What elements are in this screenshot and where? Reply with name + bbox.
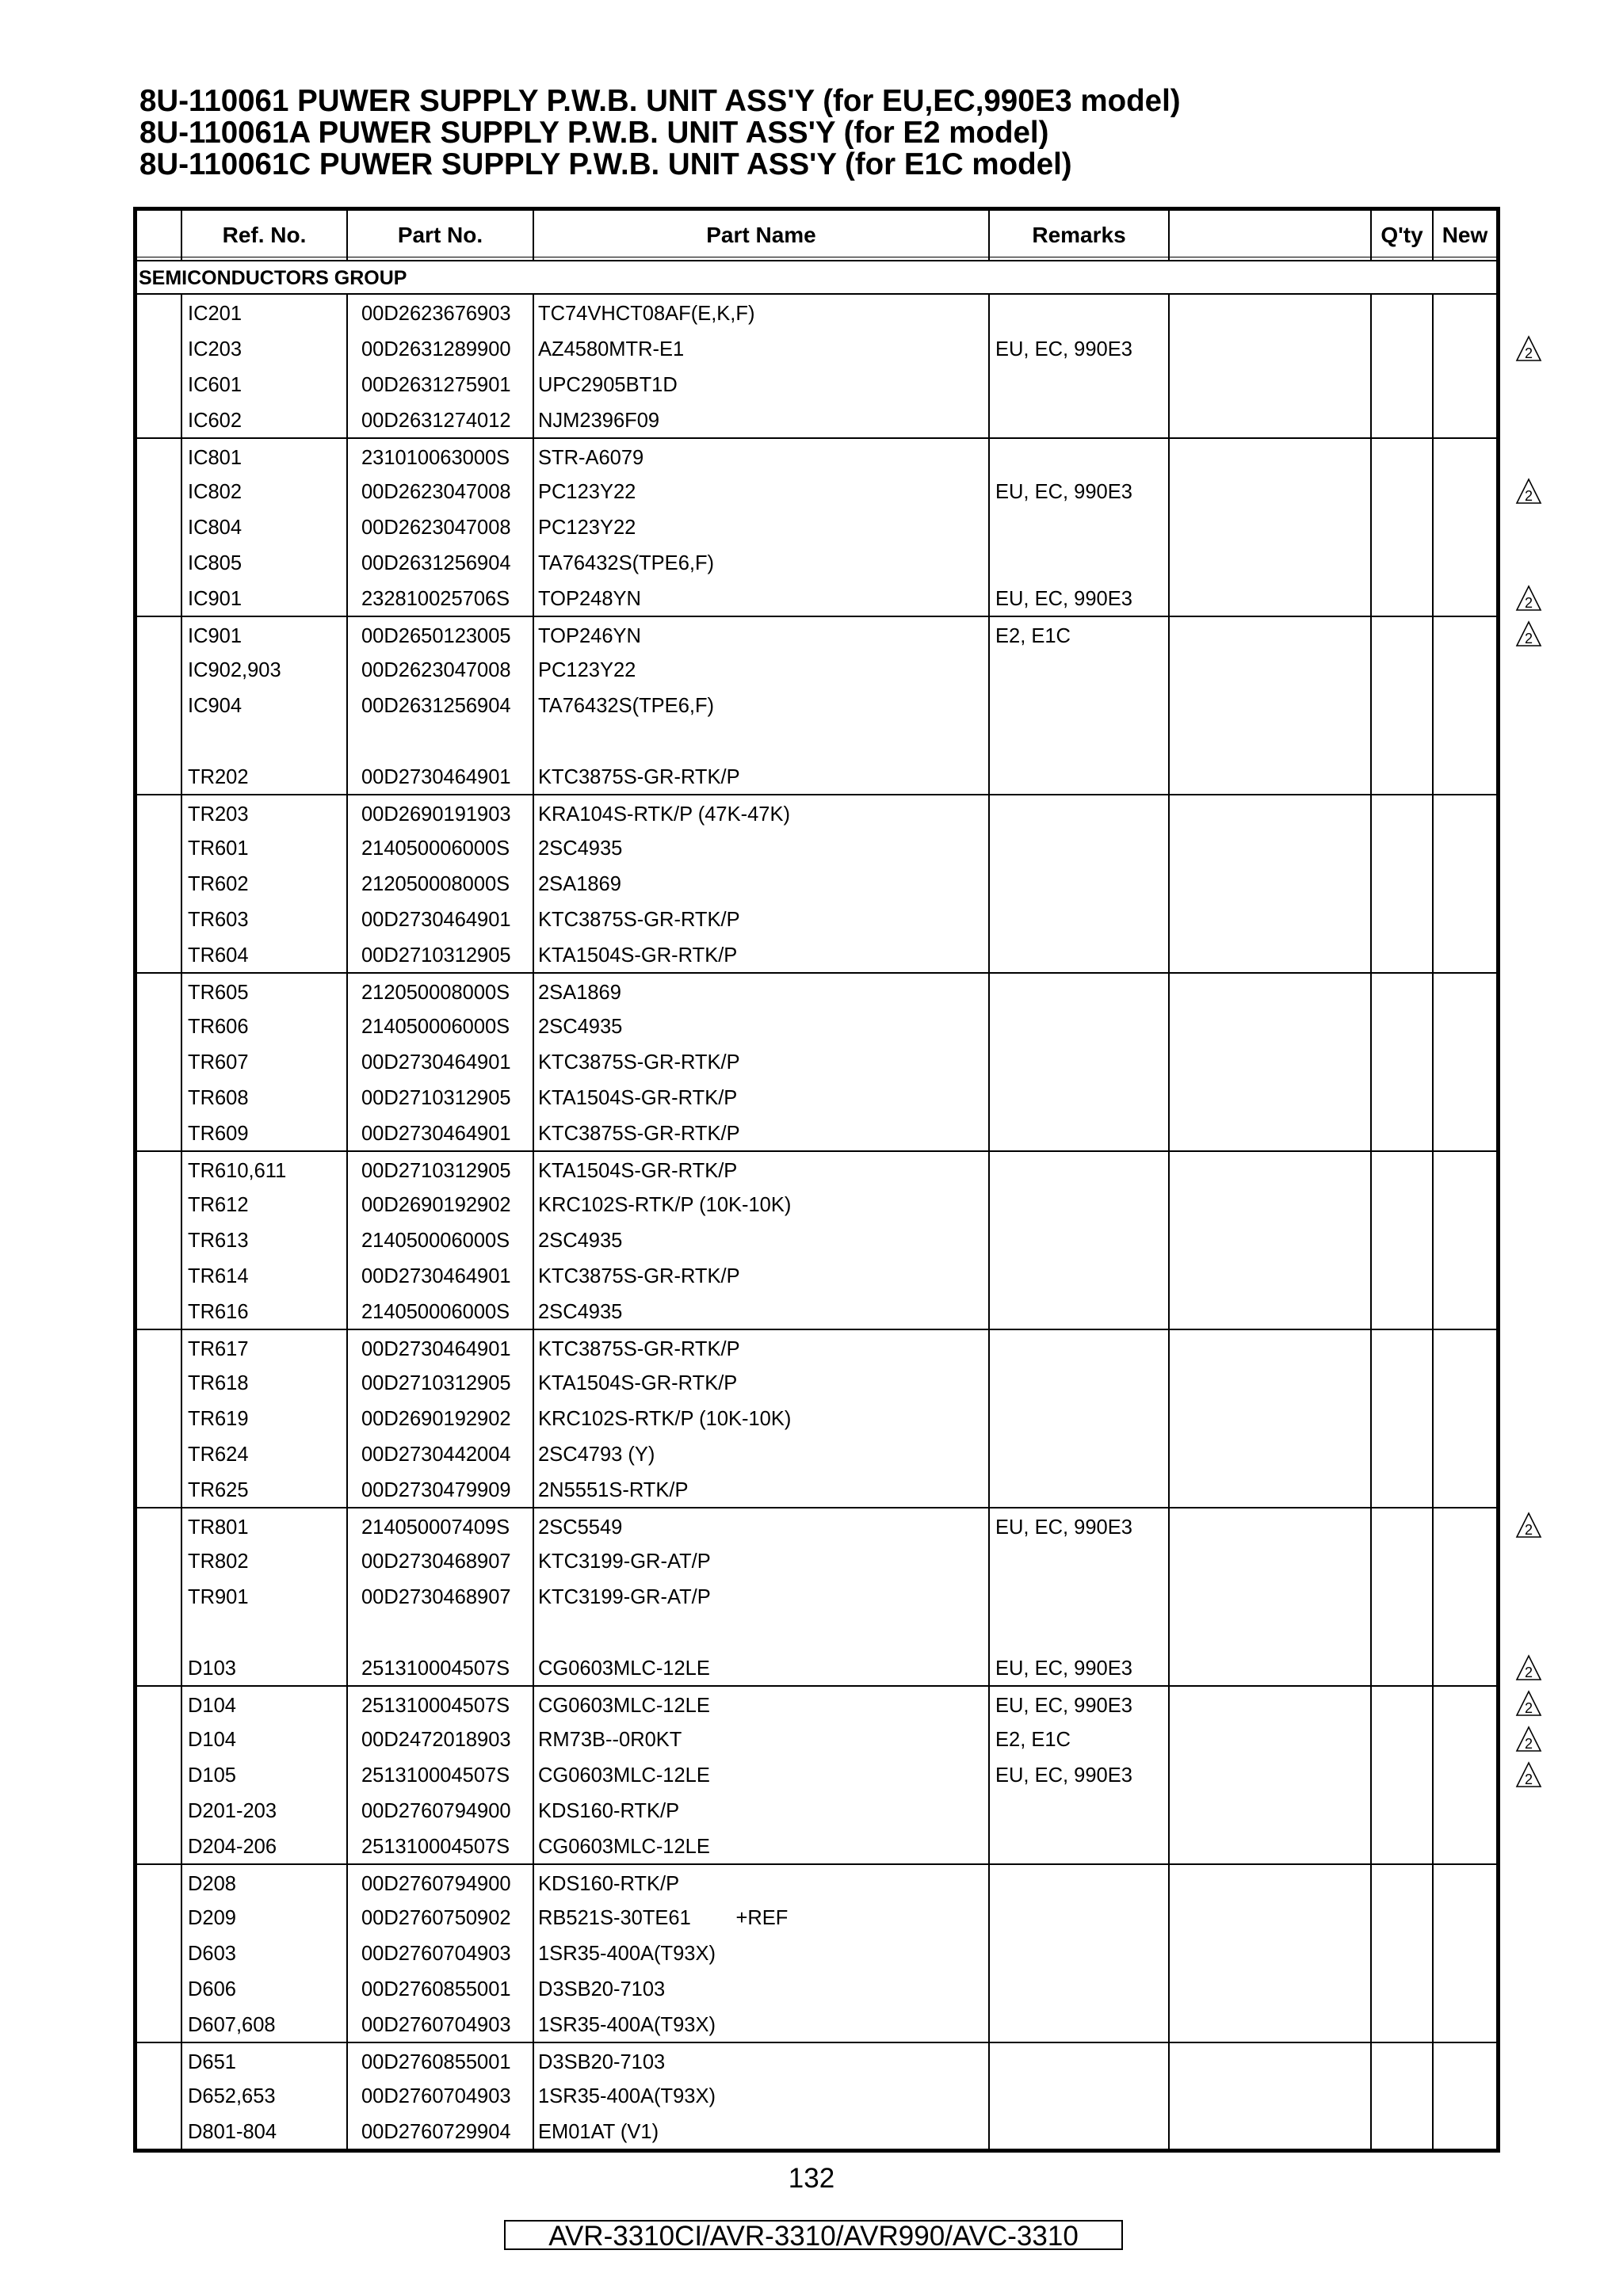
- ref-cell: D652,653: [188, 2085, 276, 2107]
- ref-cell: TR610,611: [188, 1160, 287, 1182]
- revision-triangle-icon: [1515, 478, 1542, 505]
- page-title-3: 8U-110061C PUWER SUPPLY P.W.B. UNIT ASS'Y (for E1C model): [139, 147, 1072, 181]
- part-name-cell: UPC2905BT1D: [538, 374, 678, 396]
- table-row: [137, 901, 1496, 936]
- table-row: [137, 1828, 1496, 1863]
- part-name-cell: KTA1504S-GR-RTK/P: [538, 1372, 738, 1394]
- ref-cell: D607,608: [188, 2014, 276, 2036]
- ref-cell: IC904: [188, 695, 242, 717]
- table-row: [137, 1329, 1496, 1364]
- revision-mark-label: 2: [1524, 488, 1533, 504]
- table-body: [137, 295, 1496, 2149]
- table-row: [137, 1935, 1496, 1970]
- part-no-cell: 00D2631289900: [361, 338, 511, 360]
- table-row: [137, 687, 1496, 723]
- ref-cell: IC601: [188, 374, 242, 396]
- ref-cell: IC802: [188, 481, 242, 503]
- ref-cell: IC201: [188, 303, 242, 325]
- revision-mark-label: 2: [1524, 595, 1533, 611]
- table-row: [137, 1471, 1496, 1507]
- ref-cell: D209: [188, 1907, 236, 1929]
- part-no-cell: 00D2760704903: [361, 2014, 511, 2036]
- part-name-cell: STR-A6079: [538, 447, 644, 469]
- part-no-cell: 00D2730464901: [361, 1265, 511, 1287]
- ref-cell: TR606: [188, 1016, 249, 1038]
- part-no-cell: 00D2760704903: [361, 2085, 511, 2107]
- remarks-cell: EU, EC, 990E3: [995, 1695, 1132, 1717]
- table-row: [137, 2077, 1496, 2113]
- table-row: [137, 794, 1496, 830]
- group-heading: [137, 261, 1496, 295]
- part-no-cell: 00D2760794900: [361, 1873, 511, 1895]
- table-row: [137, 1150, 1496, 1186]
- ref-cell: D603: [188, 1943, 236, 1965]
- table-row: [137, 402, 1496, 437]
- table-row: [137, 1043, 1496, 1079]
- col-part-name: Part Name: [706, 223, 816, 247]
- part-no-cell: 00D2730442004: [361, 1444, 511, 1466]
- table-row: [137, 1614, 1496, 1650]
- part-no-cell: 00D2710312905: [361, 1087, 511, 1109]
- ref-cell: TR607: [188, 1051, 249, 1074]
- table-row: [137, 1863, 1496, 1899]
- revision-triangle-icon: [1515, 335, 1542, 362]
- ref-cell: TR801: [188, 1516, 249, 1539]
- ref-cell: TR203: [188, 803, 249, 826]
- part-name-cell: KRC102S-RTK/P (10K-10K): [538, 1408, 792, 1430]
- part-no-cell: 00D2690192902: [361, 1408, 511, 1430]
- table-row: [137, 1578, 1496, 1614]
- part-name-cell: EM01AT (V1): [538, 2121, 659, 2143]
- part-name-cell: PC123Y22: [538, 481, 636, 503]
- part-name-cell: CG0603MLC-12LE: [538, 1657, 710, 1680]
- part-no-cell: 214050006000S: [361, 1016, 510, 1038]
- ref-cell: D801-804: [188, 2121, 277, 2143]
- table-row: [137, 2042, 1496, 2077]
- ref-cell: IC901: [188, 588, 242, 610]
- part-name-cell: KDS160-RTK/P: [538, 1873, 680, 1895]
- revision-triangle-icon: [1515, 1726, 1542, 1753]
- part-name-cell: RB521S-30TE61 +REF: [538, 1907, 789, 1929]
- part-name-cell: KTC3875S-GR-RTK/P: [538, 909, 740, 931]
- part-name-cell: 2SA1869: [538, 873, 621, 895]
- ref-cell: D103: [188, 1657, 236, 1680]
- table-row: [137, 1436, 1496, 1471]
- table-row: [137, 1792, 1496, 1828]
- col-blank: [1170, 211, 1370, 260]
- group-label: SEMICONDUCTORS GROUP: [139, 267, 407, 289]
- part-name-cell: CG0603MLC-12LE: [538, 1764, 710, 1787]
- part-name-cell: TA76432S(TPE6,F): [538, 695, 715, 717]
- ref-cell: D201-203: [188, 1800, 277, 1822]
- ref-cell: D651: [188, 2051, 236, 2073]
- part-no-cell: 00D2631274012: [361, 410, 511, 432]
- part-name-cell: KTC3875S-GR-RTK/P: [538, 1338, 740, 1360]
- remarks-cell: E2, E1C: [995, 625, 1071, 647]
- part-name-cell: KTC3199-GR-AT/P: [538, 1586, 711, 1608]
- col-ref-no: Ref. No.: [222, 223, 307, 247]
- part-no-cell: 00D2760794900: [361, 1800, 511, 1822]
- ref-cell: TR614: [188, 1265, 249, 1287]
- part-name-cell: KTC3199-GR-AT/P: [538, 1550, 711, 1573]
- part-no-cell: 00D2730468907: [361, 1586, 511, 1608]
- ref-cell: IC804: [188, 517, 242, 539]
- remarks-cell: EU, EC, 990E3: [995, 481, 1132, 503]
- table-row: [137, 1970, 1496, 2006]
- table-row: [137, 1400, 1496, 1436]
- table-row: [137, 1721, 1496, 1756]
- ref-cell: TR608: [188, 1087, 249, 1109]
- revision-triangle-icon: [1515, 1690, 1542, 1717]
- ref-cell: TR609: [188, 1123, 249, 1145]
- table-row: [137, 651, 1496, 687]
- part-name-cell: 2SC5549: [538, 1516, 623, 1539]
- part-no-cell: 231010063000S: [361, 447, 510, 469]
- ref-cell: TR612: [188, 1194, 249, 1216]
- part-no-cell: 00D2730468907: [361, 1550, 511, 1573]
- part-name-cell: TOP248YN: [538, 588, 641, 610]
- page-number: 132: [788, 2163, 835, 2194]
- table-row: [137, 1685, 1496, 1721]
- part-name-cell: KRC102S-RTK/P (10K-10K): [538, 1194, 792, 1216]
- revision-mark-label: 2: [1524, 1772, 1533, 1787]
- part-no-cell: 212050008000S: [361, 873, 510, 895]
- part-name-cell: D3SB20-7103: [538, 1978, 666, 2000]
- part-no-cell: 00D2623676903: [361, 303, 511, 325]
- part-no-cell: 00D2710312905: [361, 1372, 511, 1394]
- part-name-cell: 2SC4935: [538, 1230, 623, 1252]
- part-name-cell: AZ4580MTR-E1: [538, 338, 685, 360]
- part-no-cell: 00D2631275901: [361, 374, 511, 396]
- col-new: New: [1442, 223, 1488, 247]
- ref-cell: TR601: [188, 837, 249, 860]
- part-no-cell: 00D2730464901: [361, 766, 511, 788]
- part-name-cell: PC123Y22: [538, 517, 636, 539]
- table-row: [137, 1899, 1496, 1935]
- part-no-cell: 00D2710312905: [361, 1160, 511, 1182]
- revision-mark-label: 2: [1524, 631, 1533, 646]
- table-row: [137, 330, 1496, 366]
- table-row: [137, 1079, 1496, 1115]
- table-row: [137, 616, 1496, 651]
- part-no-cell: 00D2631256904: [361, 552, 511, 574]
- table-row: [137, 437, 1496, 473]
- part-no-cell: 214050006000S: [361, 1230, 510, 1252]
- ref-cell: TR605: [188, 982, 249, 1004]
- table-row: [137, 1008, 1496, 1043]
- table-row: [137, 1257, 1496, 1293]
- ref-cell: TR618: [188, 1372, 249, 1394]
- ref-cell: TR802: [188, 1550, 249, 1573]
- table-row: [137, 1293, 1496, 1329]
- table-row: [137, 509, 1496, 544]
- part-name-cell: 2SC4793 (Y): [538, 1444, 655, 1466]
- part-no-cell: 00D2623047008: [361, 481, 511, 503]
- part-no-cell: 214050006000S: [361, 837, 510, 860]
- table-row: [137, 1186, 1496, 1222]
- part-no-cell: 251310004507S: [361, 1764, 510, 1787]
- ref-cell: IC902,903: [188, 659, 281, 681]
- ref-cell: TR602: [188, 873, 249, 895]
- part-no-cell: 251310004507S: [361, 1695, 510, 1717]
- revision-triangle-icon: [1515, 1761, 1542, 1788]
- part-no-cell: 00D2690192902: [361, 1194, 511, 1216]
- part-no-cell: 00D2760855001: [361, 2051, 511, 2073]
- table-row: [137, 1543, 1496, 1578]
- part-name-cell: KTA1504S-GR-RTK/P: [538, 1087, 738, 1109]
- table-row: [137, 580, 1496, 616]
- table-row: [137, 544, 1496, 580]
- remarks-cell: E2, E1C: [995, 1729, 1071, 1751]
- title-block: [139, 86, 1181, 181]
- part-no-cell: 00D2730464901: [361, 1123, 511, 1145]
- ref-cell: D105: [188, 1764, 236, 1787]
- page-title-1: 8U-110061 PUWER SUPPLY P.W.B. UNIT ASS'Y (for EU,EC,990E3 model): [139, 84, 1181, 118]
- part-name-cell: KRA104S-RTK/P (47K-47K): [538, 803, 790, 826]
- ref-cell: TR619: [188, 1408, 249, 1430]
- table-header: [137, 211, 1496, 261]
- part-no-cell: 00D2730464901: [361, 1338, 511, 1360]
- ref-cell: IC805: [188, 552, 242, 574]
- ref-cell: IC203: [188, 338, 242, 360]
- part-no-cell: 00D2710312905: [361, 944, 511, 967]
- part-name-cell: 1SR35-400A(T93X): [538, 2085, 716, 2107]
- table-row: [137, 1222, 1496, 1257]
- part-no-cell: 00D2760729904: [361, 2121, 511, 2143]
- part-no-cell: 251310004507S: [361, 1836, 510, 1858]
- part-no-cell: 232810025706S: [361, 588, 510, 610]
- table-row: [137, 936, 1496, 972]
- ref-cell: TR604: [188, 944, 249, 967]
- table-row: [137, 473, 1496, 509]
- ref-cell: D104: [188, 1729, 236, 1751]
- revision-mark-label: 2: [1524, 1522, 1533, 1538]
- table-row: [137, 972, 1496, 1008]
- table-row: [137, 1756, 1496, 1792]
- revision-triangle-icon: [1515, 1512, 1542, 1539]
- revision-mark-label: 2: [1524, 345, 1533, 361]
- part-name-cell: KTC3875S-GR-RTK/P: [538, 1123, 740, 1145]
- part-name-cell: 2SA1869: [538, 982, 621, 1004]
- table-row: [137, 1364, 1496, 1400]
- table-row: [137, 2006, 1496, 2042]
- part-no-cell: 214050007409S: [361, 1516, 510, 1539]
- ref-cell: TR625: [188, 1479, 249, 1501]
- part-name-cell: 2SC4935: [538, 1301, 623, 1323]
- table-row: [137, 1650, 1496, 1685]
- part-name-cell: NJM2396F09: [538, 410, 660, 432]
- part-no-cell: 00D2760750902: [361, 1907, 511, 1929]
- table-row: [137, 830, 1496, 865]
- revision-mark-label: 2: [1524, 1665, 1533, 1680]
- table-row: [137, 1115, 1496, 1150]
- part-name-cell: TA76432S(TPE6,F): [538, 552, 715, 574]
- part-no-cell: 212050008000S: [361, 982, 510, 1004]
- revision-mark-label: 2: [1524, 1700, 1533, 1716]
- ref-cell: IC602: [188, 410, 242, 432]
- col-part-no: Part No.: [397, 223, 483, 247]
- part-no-cell: 00D2760704903: [361, 1943, 511, 1965]
- model-name: AVR-3310CI/AVR-3310/AVR990/AVC-3310: [504, 2220, 1123, 2250]
- ref-cell: IC801: [188, 447, 242, 469]
- revision-triangle-icon: [1515, 620, 1542, 647]
- ref-cell: TR613: [188, 1230, 249, 1252]
- part-no-cell: 214050006000S: [361, 1301, 510, 1323]
- remarks-cell: EU, EC, 990E3: [995, 1764, 1132, 1787]
- page-title-2: 8U-110061A PUWER SUPPLY P.W.B. UNIT ASS'Y (for E2 model): [139, 116, 1049, 150]
- part-no-cell: 00D2631256904: [361, 695, 511, 717]
- part-name-cell: TOP246YN: [538, 625, 641, 647]
- table-row: [137, 2113, 1496, 2149]
- part-name-cell: KTC3875S-GR-RTK/P: [538, 1265, 740, 1287]
- part-name-cell: KTA1504S-GR-RTK/P: [538, 1160, 738, 1182]
- part-name-cell: 2SC4935: [538, 837, 623, 860]
- part-no-cell: 00D2690191903: [361, 803, 511, 826]
- part-name-cell: KTC3875S-GR-RTK/P: [538, 1051, 740, 1074]
- col-remarks: Remarks: [1032, 223, 1126, 247]
- remarks-cell: EU, EC, 990E3: [995, 588, 1132, 610]
- revision-triangle-icon: [1515, 585, 1542, 612]
- remarks-cell: EU, EC, 990E3: [995, 1657, 1132, 1680]
- remarks-cell: EU, EC, 990E3: [995, 338, 1132, 360]
- part-name-cell: PC123Y22: [538, 659, 636, 681]
- part-no-cell: 00D2650123005: [361, 625, 511, 647]
- part-name-cell: CG0603MLC-12LE: [538, 1695, 710, 1717]
- table-row: [137, 295, 1496, 330]
- part-name-cell: D3SB20-7103: [538, 2051, 666, 2073]
- ref-cell: D104: [188, 1695, 236, 1717]
- ref-cell: D204-206: [188, 1836, 277, 1858]
- table-row: [137, 366, 1496, 402]
- part-name-cell: 1SR35-400A(T93X): [538, 1943, 716, 1965]
- part-name-cell: 1SR35-400A(T93X): [538, 2014, 716, 2036]
- ref-cell: TR617: [188, 1338, 249, 1360]
- ref-cell: TR603: [188, 909, 249, 931]
- part-name-cell: 2N5551S-RTK/P: [538, 1479, 689, 1501]
- revision-mark-label: 2: [1524, 1736, 1533, 1752]
- ref-cell: D208: [188, 1873, 236, 1895]
- part-name-cell: CG0603MLC-12LE: [538, 1836, 710, 1858]
- col-qty: Q'ty: [1381, 223, 1423, 247]
- part-no-cell: 00D2760855001: [361, 1978, 511, 2000]
- table-row: [137, 723, 1496, 758]
- ref-cell: IC901: [188, 625, 242, 647]
- table-row: [137, 1507, 1496, 1543]
- part-no-cell: 251310004507S: [361, 1657, 510, 1680]
- ref-cell: D606: [188, 1978, 236, 2000]
- ref-cell: TR202: [188, 766, 249, 788]
- parts-table: [133, 207, 1500, 2153]
- ref-cell: TR616: [188, 1301, 249, 1323]
- part-no-cell: 00D2730464901: [361, 909, 511, 931]
- part-no-cell: 00D2730464901: [361, 1051, 511, 1074]
- revision-triangle-icon: [1515, 1654, 1542, 1681]
- part-name-cell: TC74VHCT08AF(E,K,F): [538, 303, 755, 325]
- table-row: [137, 865, 1496, 901]
- part-no-cell: 00D2472018903: [361, 1729, 511, 1751]
- part-no-cell: 00D2730479909: [361, 1479, 511, 1501]
- part-name-cell: 2SC4935: [538, 1016, 623, 1038]
- part-name-cell: RM73B--0R0KT: [538, 1729, 682, 1751]
- part-name-cell: KDS160-RTK/P: [538, 1800, 680, 1822]
- ref-cell: TR624: [188, 1444, 249, 1466]
- remarks-cell: EU, EC, 990E3: [995, 1516, 1132, 1539]
- part-no-cell: 00D2623047008: [361, 517, 511, 539]
- part-name-cell: KTC3875S-GR-RTK/P: [538, 766, 740, 788]
- part-name-cell: KTA1504S-GR-RTK/P: [538, 944, 738, 967]
- part-no-cell: 00D2623047008: [361, 659, 511, 681]
- table-row: [137, 758, 1496, 794]
- ref-cell: TR901: [188, 1586, 249, 1608]
